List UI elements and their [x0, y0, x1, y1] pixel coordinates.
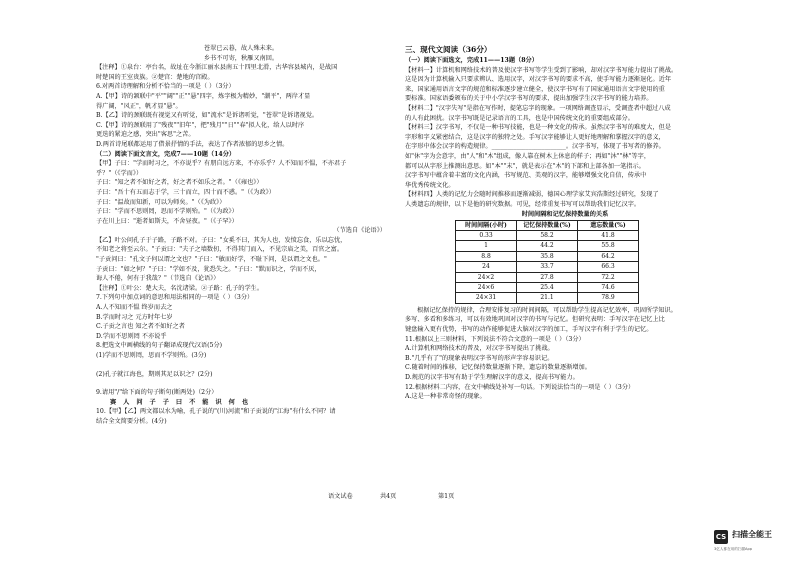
- text-line: A.计算机和网络技术的普及，对汉字书写提出了挑战。: [405, 345, 554, 353]
- text-line: 字形和字义紧密结合，这是汉字的独特之处。手写汉字能够让人更好地理解和掌握汉字的意义，: [405, 133, 665, 141]
- text-line: D.规范的汉字书写有助于学生理解汉字的意义，提高书写能力。: [405, 373, 579, 381]
- text-line: 【乙】叶公问孔子于子路，子路不对。子曰："女奚不曰，其为人也，发愤忘食，乐以忘忧，: [96, 236, 347, 244]
- text-line: 这是因为计算机输入只要求辨认、选用汉字，对汉字书写的要求不高，使手写能力逐渐退化。近年: [405, 76, 672, 84]
- text-line: 根据记忆保持的规律，合理安排复习的时间间隔，可以帮助学生提高记忆效率，巩固所学知识。: [417, 306, 677, 314]
- text-line: 如"休"字为会意字，由"人"和"木"组成，像人靠在树木上休息的样子；再如"沐""林"等字，: [405, 152, 651, 160]
- table-row: [456, 272, 639, 282]
- question-10: 10.【甲】【乙】两文都以水为喻，孔子说的"(川)河流"和子贡说的"江海"有什么不同？请: [96, 408, 336, 416]
- table-row: [456, 262, 639, 272]
- memory-table: [455, 220, 639, 304]
- text-line: （节选自《论语》）: [333, 227, 386, 235]
- text-line: 【材料一】计算机和网络技术的普及使汉字书写等学生受到了影响，却对汉字书写能力提出了挑战。: [405, 66, 678, 74]
- text-line: 汉字书写中蕴含着丰富的文化内涵，书写规范、美观的汉字，能够增强文化自信，传承中: [405, 172, 647, 180]
- text-line: 时楚国的王室贵族。②楚宫：楚地的宫殿。: [96, 73, 214, 81]
- text-line: C.子贡之言也 知之者不如好之者: [96, 323, 185, 331]
- table-cell: 24×31: [456, 293, 517, 303]
- table-cell: 72.2: [578, 272, 639, 282]
- text-line: "子贡问曰："孔文子何以谓之文也？"子曰："敏而好学，不耻下问，是以谓之文也。": [96, 256, 327, 264]
- text-line: 【材料三】汉字书写，不仅是一种书写技能，也是一种文化的传承。虽然汉字书写的难度大，但是: [405, 124, 672, 132]
- text-line: 子贡曰："如之何？"子曰："学如不及，犹恐失之。"子曰："默而识之，学而不厌，: [96, 265, 321, 273]
- text-line: 得广阔，"风正"，帆才显"悬"。: [96, 102, 182, 110]
- text-line: A.人不知而不愠 终岁而去之: [96, 304, 173, 312]
- table-cell: 24×6: [456, 282, 517, 292]
- text-line: A.【甲】诗的颔联中"平""阔""正""悬"四字，炼字极为精妙，"潮平"，两岸才显: [96, 92, 311, 100]
- question-10-continued: 结合全文简要分析。(4分): [96, 417, 167, 425]
- text-line: （一）阅读下面选文，完成11——13题（8分）: [405, 57, 538, 64]
- table-cell: 35.8: [517, 251, 578, 261]
- text-line: 【甲】子曰："学而时习之，不亦说乎？有朋自远方来，不亦乐乎？人不知而不愠，不亦君子: [96, 160, 347, 168]
- camscanner-name: 扫描全能王: [732, 530, 772, 539]
- table-cell: 0.33: [456, 230, 517, 240]
- text-line: 更迭的紧迫之感，突出"客思"之苦。: [96, 131, 195, 139]
- text-line: 子曰："学而不思则罔，思而不学则殆。"（《为政》）: [96, 208, 238, 216]
- question-8-part-2: (2)孔子就江海也，期则其足以识之？(2分): [96, 370, 213, 378]
- table-cell: 27.8: [517, 272, 578, 282]
- text-line: D.两首诗尾联都运用了借景抒情的手法，表达了作者浓郁的思乡之情。: [96, 140, 289, 148]
- text-line: 6.对两首诗理解和分析不恰当的一项是（ ）（3分）: [96, 83, 235, 91]
- table-header-cell: 记忆保持数量(%): [517, 220, 578, 230]
- table-row: [456, 251, 639, 261]
- table-cell: 64.2: [578, 251, 639, 261]
- text-line: 的人有此困扰。汉字书写既是记录语言的工具，也是中国传统文化的重要组成部分。: [405, 114, 634, 122]
- answer-space: [96, 361, 386, 370]
- question-9-sentence: 赛人问子子曰不能识何也: [110, 398, 256, 406]
- text-line: 键盘输入更有优势，书写的动作能够促进大脑对汉字的加工，手写汉字有利于学生的记忆。: [405, 325, 653, 333]
- table-cell: 41.8: [578, 230, 639, 240]
- text-line: 在字形中体会汉字的构造规律。________________________。汉字书写，体现了书写者的修养。: [405, 143, 665, 151]
- text-line: 子曰："温故而知新，可以为师矣。"（《为政》）: [96, 198, 226, 206]
- text-line: 苍翠已云暮，故人殊未来。: [203, 45, 279, 52]
- text-line: 7.下列句中加点词的意思和用法相同的一项是（ ）（3分）: [96, 294, 254, 302]
- text-line: B."几乎有了"的现象表明汉字书写的形声字容易识记。: [405, 354, 554, 362]
- text-line: 不知老之将至云尔。"子贡曰："夫子之墙数仞，不得其门而入，不见宗庙之美，百官之富。: [96, 246, 344, 254]
- text-line: B.学而时习之 元方时年七岁: [96, 313, 173, 321]
- table-header-row: [456, 220, 639, 230]
- text-line: 要标准。国家语委颁布的关于中小学汉字书写的要求，提出加强学生汉字书写的能力培养。: [405, 95, 653, 103]
- table-header-cell: 遗忘数量(%): [578, 220, 639, 230]
- reading-materials: [405, 56, 685, 210]
- footer-total-pages: 共4页: [380, 493, 397, 500]
- text-line: C.随着时间的推移，记忆保持数量逐渐下降，遗忘的数量逐渐增加。: [405, 364, 591, 372]
- right-column: [405, 44, 685, 402]
- table-row: [456, 282, 639, 292]
- table-cell: 58.2: [517, 230, 578, 240]
- text-line: 多写、多看和多练习，可以有效地巩固对汉字的书写与记忆。但研究表明：手写汉字在记忆上比: [405, 316, 665, 324]
- text-line: 11.根据以上三则材料，下列说法不符合文意的一项是（ ）（3分）: [405, 335, 585, 343]
- table-row: [456, 241, 639, 251]
- text-line: 子曰："知之者不如好之者，好之者不如乐之者。"（《雍也》）: [96, 179, 263, 187]
- text-line: 【注释】①叶公：楚大夫，名沈诸梁。②子路：孔子的学生。: [96, 284, 264, 292]
- table-caption: 时间间隔和记忆保持数量的关系: [521, 210, 609, 218]
- table-cell: 1: [456, 241, 517, 251]
- text-line: 8.把选文中画横线的句子翻译成现代汉语(5分): [96, 342, 223, 350]
- question-9: 9.请用"/"给下面的句子断句(断两处)（2分）: [96, 389, 218, 397]
- text-line: C.【甲】诗的颈联用了"残夜""旧年"，把"残月""日""春"拟人化，给人以时序: [96, 121, 305, 129]
- text-line: 乡书不可寄，秋雁又南回。: [203, 54, 279, 62]
- table-cell: 74.6: [578, 282, 639, 292]
- table-header-cell: 时间间隔(小时): [456, 220, 517, 230]
- table-cell: 24: [456, 262, 517, 272]
- left-column: [96, 44, 386, 427]
- text-line: （二）阅读下面文言文，完成7——10题（14分）: [96, 150, 236, 158]
- text-line: 【注释】①泉台：亭台名，故址在今浙江丽水县南五十四里北滑，古华容县城内，是战国: [96, 64, 338, 72]
- camscanner-tagline: 3亿人都在用的扫描App: [714, 547, 753, 551]
- table-cell: 44.2: [517, 241, 578, 251]
- table-cell: 25.4: [517, 282, 578, 292]
- table-cell: 66.3: [578, 262, 639, 272]
- text-line: 子在川上曰："逝者如斯夫，不舍昼夜。"（《子罕》）: [96, 217, 238, 225]
- text-line: 【材料二】"汉字失写"是指在写作时，提笔忘字的现象。一项网络调查显示，受调查者中超过八成: [405, 104, 671, 112]
- table-cell: 8.8: [456, 251, 517, 261]
- text-line: 来，国家通用语言文字的规范和标准逐步建立健全，使汉字书写有了国家通用语言文字使用的重: [405, 85, 665, 93]
- table-cell: 55.8: [578, 241, 639, 251]
- text-line: 子曰："吾十有五而志于学，三十而立，四十而不惑。"（《为政》）: [96, 188, 275, 196]
- table-row: [456, 230, 639, 240]
- text-line: 都可以从字形上推测出意思。如"本""末"，就是表示在"木"的下部和上部各加一笔指示。: [405, 162, 645, 170]
- footer-subject: 语文试卷: [328, 493, 353, 500]
- text-line: 乎？"（《学而》）: [96, 169, 143, 177]
- text-line: B.【乙】诗的颈联既有视觉又有听觉，如"流水"是诉诸听觉，"苍翠"是诉诸视觉。: [96, 112, 319, 120]
- table-cell: 33.7: [517, 262, 578, 272]
- text-line: 【材料四】人类的记忆力会随时间推移而逐渐减弱，德国心理学家艾宾浩斯经过研究，发现了: [405, 191, 659, 199]
- text-line: 人类遗忘的规律，以下是他的研究数据。可见，经常重复书写可以帮助我们记忆汉字。: [405, 200, 641, 208]
- text-line: D.学而不思则罔 不亦说乎: [96, 332, 167, 340]
- reading-questions: [405, 306, 685, 402]
- table-row: [456, 293, 639, 303]
- text-line: 诲人不倦，何有于我哉？"（节选自《论语》）: [96, 275, 220, 283]
- table-cell: 24×2: [456, 272, 517, 282]
- camscanner-logo-icon: CS: [714, 530, 728, 544]
- footer-page-number: 第1页: [438, 493, 455, 500]
- answer-space: [96, 379, 386, 388]
- section-title: 三、现代文阅读（36分）: [405, 45, 492, 54]
- text-line: (1)学而不思则罔，思而不学则殆。(3分): [96, 352, 207, 359]
- table-cell: 78.9: [578, 293, 639, 303]
- text-line: 华优秀传统文化。: [405, 181, 455, 189]
- text-line: 12.根据材料二内容，在文中横线处补写一句话。下列说法恰当的一项是（ ）（3分）: [405, 383, 635, 391]
- text-line: A.这是一种非常奇怪的现象。: [405, 393, 486, 401]
- table-cell: 21.1: [517, 293, 578, 303]
